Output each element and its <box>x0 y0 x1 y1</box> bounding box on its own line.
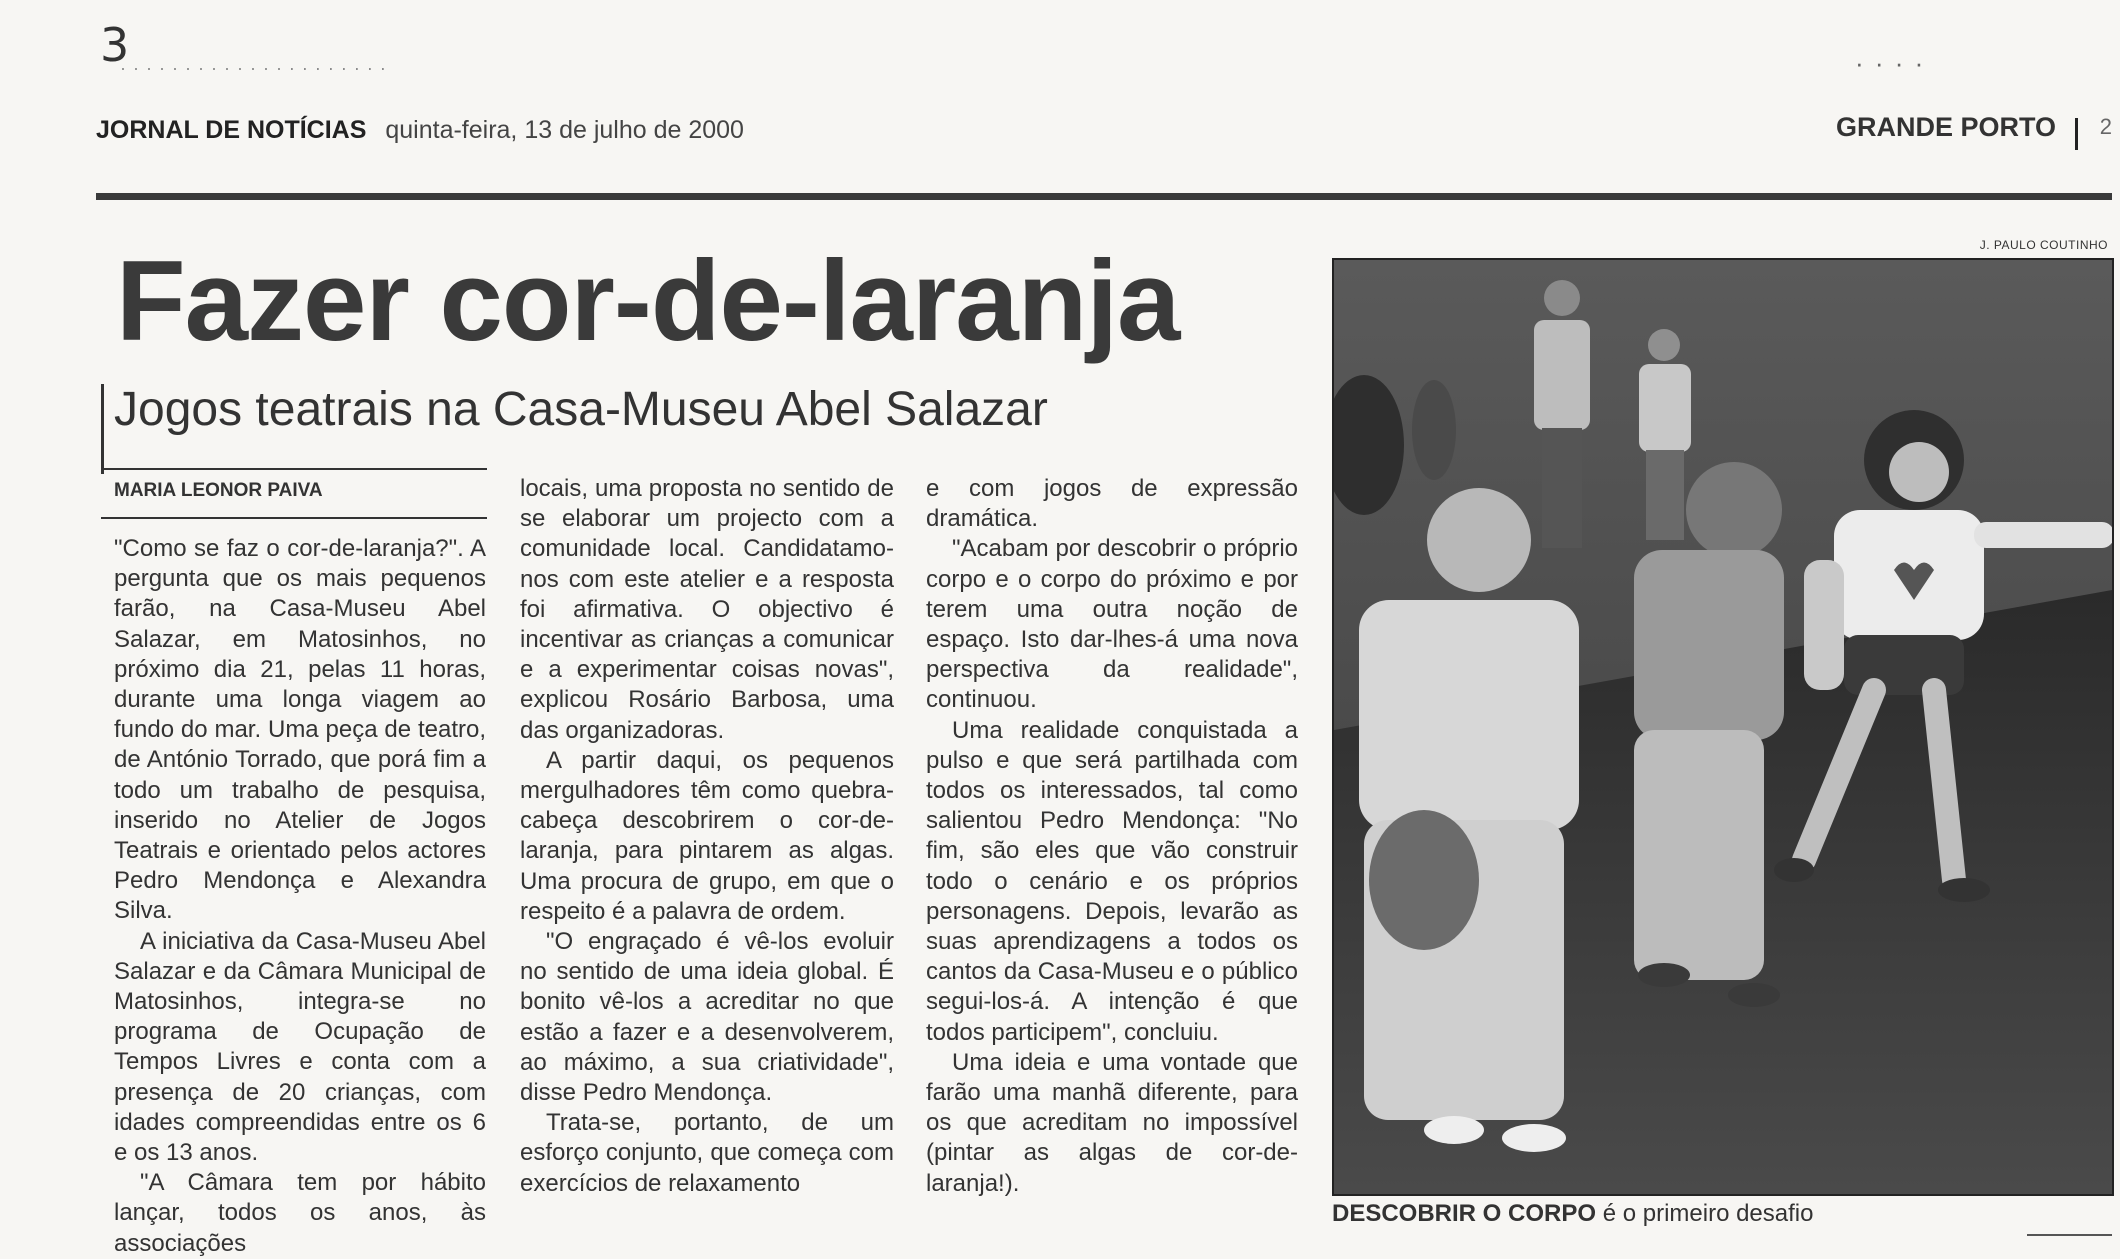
photo-caption <box>1332 1200 1813 1228</box>
byline-rule-bottom <box>101 517 487 519</box>
article-column-1 <box>114 534 486 1259</box>
paragraph: A iniciativa da Casa-Museu Abel Salazar e da Câmara Municipal de Matosinhos, integra-se no programa de Ocupação de Tempos Livres e conta com a presença de 20 crianças, com idades compreendidas entre os 6 e os 13 anos. <box>114 927 486 1167</box>
paragraph: A partir daqui, os pequenos mergulhadores têm como quebra-cabeça descobrirem o cor-de-laranja, para pintarem as algas. Uma procura de grupo, em que o respeito é a palavra de ordem. <box>520 746 894 925</box>
handwritten-page-mark: 3 <box>100 18 130 72</box>
section-name: GRANDE PORTO <box>1835 112 2056 142</box>
subheadline-bar <box>101 384 104 474</box>
publication-date: quinta-feira, 13 de julho de 2000 <box>385 116 744 144</box>
paragraph: Uma ideia e uma vontade que farão uma manhã diferente, para os que acreditam no impossível (pintar as algas de cor-de-laranja!). <box>926 1048 1298 1197</box>
article-column-3 <box>926 474 1298 1199</box>
newspaper-name: JORNAL DE NOTÍCIAS <box>96 116 367 144</box>
section-divider <box>2075 118 2078 150</box>
paragraph: Trata-se, portanto, de um esforço conjunto, que começa com exercícios de relaxamento <box>520 1109 894 1197</box>
paragraph: e com jogos de expressão dramática. <box>926 475 1298 533</box>
byline-rule-top <box>101 468 487 470</box>
paragraph: "O engraçado é vê-los evoluir no sentido de uma ideia global. É bonito vê-los a acreditar no que estão a fazer e a desenvolverem, ao máximo, a sua criatividade", disse Pedro Mendonça. <box>520 928 894 1107</box>
headline: Fazer cor-de-laranja <box>116 238 1180 365</box>
paragraph: "Acabam por descobrir o próprio corpo e o corpo do próximo e por terem uma outra noção de espaço. Isto dar-lhes-á uma nova perspectiva da realidade", continuou. <box>926 535 1298 714</box>
paragraph: locais, uma proposta no sentido de se elaborar um projecto com a comunidade local. Candidatamo-nos com este atelier e a resposta foi afirmativa. O objectivo é incentivar as crianças a comunicar e a experimentar coisas novas", explicou Rosário Barbosa, uma das organizadoras. <box>520 475 894 744</box>
byline: MARIA LEONOR PAIVA <box>114 480 323 501</box>
photo-illustration <box>1334 260 2112 1194</box>
bleed-through-text: · · · · · · · · · · · · · · · · · · · · · <box>120 58 387 78</box>
bleed-through-mark: · · · · <box>1855 48 1926 78</box>
article-photo <box>1332 258 2114 1196</box>
caption-lead: DESCOBRIR O CORPO <box>1332 1200 1597 1227</box>
paragraph: Uma realidade conquistada a pulso e que será partilhada com todos os interessados, tal como salientou Pedro Mendonça: "No fim, são eles que vão construir todo o cenário e os próprios personagens. Depois, levarão as suas aprendizagens a todos os cantos da Casa-Museu e o público segui-los-á. A intenção é que todos participem", concluiu. <box>926 716 1298 1046</box>
caption-text: é o primeiro desafio <box>1596 1200 1814 1227</box>
article-column-2 <box>520 474 894 1199</box>
page-number-fragment: 2 <box>2099 114 2112 139</box>
header-rule <box>96 193 2112 200</box>
page-header <box>96 116 744 145</box>
paragraph: "Como se faz o cor-de-laranja?". A pergunta que os mais pequenos farão, na Casa-Museu Abel Salazar, em Matosinhos, no próximo dia 21, pelas 11 horas, durante uma longa viagem ao fundo do mar. Uma peça de teatro, de António Torrado, que porá fim a todo um trabalho de pesquisa, inserido no Atelier de Jogos Teatrais e orientado pelos actores Pedro Mendonça e Alexandra Silva. <box>114 535 486 925</box>
subheadline: Jogos teatrais na Casa-Museu Abel Salazar <box>114 383 1048 436</box>
paragraph: "A Câmara tem por hábito lançar, todos os anos, às associações <box>114 1169 486 1257</box>
photo-credit: J. PAULO COUTINHO <box>1979 238 2108 252</box>
corner-mark <box>2027 1234 2112 1236</box>
